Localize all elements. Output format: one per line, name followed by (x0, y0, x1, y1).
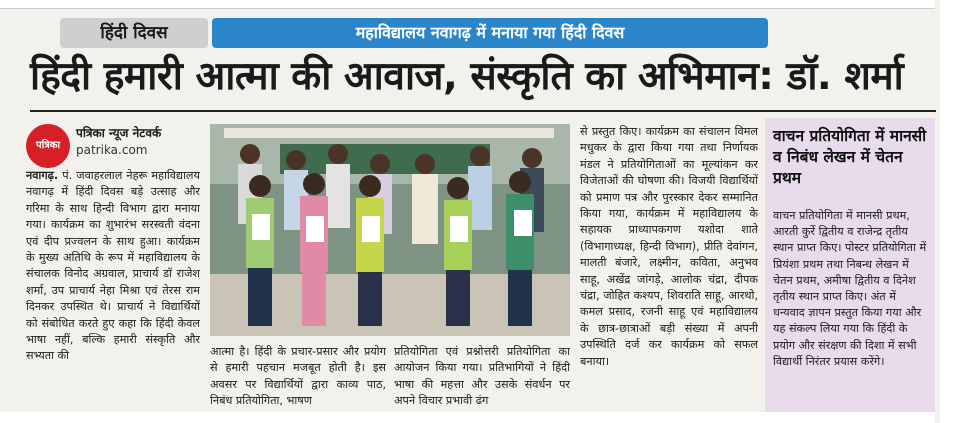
section-tag: हिंदी दिवस (60, 18, 208, 48)
column-1-text: पं. जवाहरलाल नेहरू महाविद्यालय नवागढ़ में हिंदी दिवस बड़े उत्साह और गरिमा के साथ हिन्दी विभाग द्वारा मनाया गया। कार्यक्रम का शुभारंभ सरस्वती वंदना एवं दीप प्रज्वलन के साथ हुआ। कार्यक्रम के मुख्य अतिथि के रूप में महाविद्यालय के संचालक विनोद अग्रवाल, प्राचार्य डॉ राजेश शर्मा, उप प्राचार्य नेहा मिश्रा एवं तेरस राम दिनकर उपस्थित थे। प्राचार्य ने विद्यार्थियों को संबोधित करते हुए कहा कि हिंदी केवल भाषा नहीं, बल्कि हमारी संस्कृति और सभ्यता की (26, 169, 200, 363)
byline-site: patrika.com (76, 143, 148, 157)
bottom-margin (0, 412, 935, 423)
strap-headline: महाविद्यालय नवागढ़ में मनाया गया हिंदी दिवस (212, 18, 768, 48)
sidebar-text: वाचन प्रतियोगिता में मानसी प्रथम, आरती कुर्रे द्वितीय व राजेन्द्र तृतीय स्थान प्राप्त किए। पोस्टर प्रतियोगिता में प्रियंशा प्रथम तथा निबन्ध लेखन में चेतन प्रथम, अमीषा द्वितीय व दिनेश तृतीय स्थान प्राप्त किए। अंत में धन्यवाद ज्ञापन प्रस्तुत किया गया और यह संकल्प लिया गया कि हिंदी के प्रयोग और संरक्षण की दिशा में सभी विद्यार्थी निरंतर प्रयास करेंगे। (773, 209, 927, 368)
sidebar-box (765, 118, 935, 414)
group-photo-illustration (210, 124, 570, 336)
dateline: नवागढ़. (26, 169, 59, 182)
sidebar-heading: वाचन प्रतियोगिता में मानसी व निबंध लेखन में चेतन प्रथम (773, 127, 927, 187)
top-margin (0, 0, 935, 9)
main-headline: हिंदी हमारी आत्मा की आवाज, संस्कृति का अभिमान: डॉ. शर्मा (30, 54, 904, 99)
article-column-1 (26, 168, 200, 404)
headline-rule (30, 110, 936, 112)
article-column-2: आत्मा है। हिंदी के प्रचार-प्रसार और प्रयोग से हमारी पहचान मजबूत होती है। इस अवसर पर विद्यार्थियों द्वारा काव्य पाठ, निबंध प्रतियोगिता, भाषण (210, 345, 386, 408)
patrika-logo: पत्रिका (26, 124, 70, 168)
event-photo (210, 124, 570, 336)
byline-name: पत्रिका न्यूज नेटवर्क (76, 126, 162, 140)
adjacent-article-strip (940, 0, 965, 423)
article-column-3: प्रतियोगिता एवं प्रश्नोत्तरी प्रतियोगिता का आयोजन किया गया। प्रतिभागियों ने हिंदी भाषा की महत्ता और उसके संवर्धन पर अपने विचार प्रभावी ढंग (394, 345, 570, 408)
article-column-4: से प्रस्तुत किए। कार्यक्रम का संचालन विमल मधुकर के द्वारा किया गया तथा निर्णायक मंडल ने प्रतियोगिताओं का मूल्यांकन कर विजेताओं की घोषणा की। विजयी विद्यार्थियों को प्रमाण पत्र और पुरस्कार देकर सम्मानित किया गया, कार्यक्रम में महाविद्यालय के सहायक प्राध्यापकगण यशोदा शाते (विभागाध्यक्ष, हिन्दी विभाग), प्रीति देवांगन, मालती बंजारे, लक्ष्मीन, कविता, अनुभव साहू, अखेंद्र जांगड़े, आलोक चंद्रा, दीपक चंद्रा, जोहित कश्यप, शिवराति साहू, आरथो, कमल प्रसाद, रजनी साहू एवं महाविद्यालय के छात्र-छात्राओं बड़ी संख्या में अपनी उपस्थिति दर्ज कर कार्यक्रम को सफल बनाया। (580, 125, 758, 368)
